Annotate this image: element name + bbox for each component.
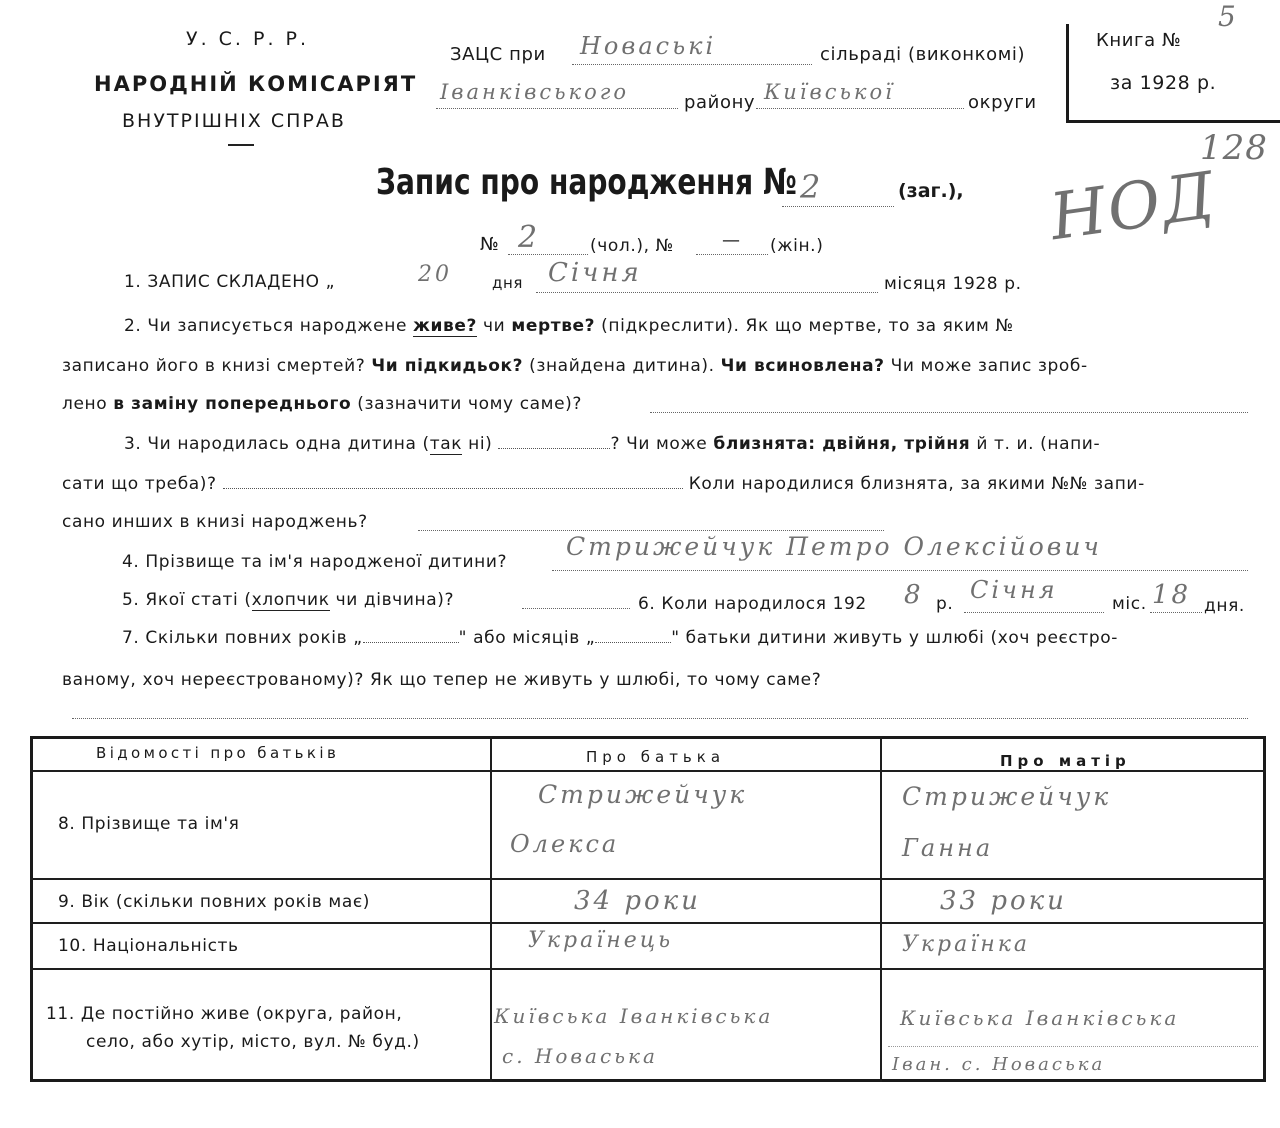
hw-region: Київської bbox=[764, 80, 895, 104]
hw-village: Новаські bbox=[580, 32, 717, 60]
table-header-mother: Про матір bbox=[1000, 752, 1131, 770]
q6-label: 6. Коли народилося 192 bbox=[638, 594, 867, 614]
hw-mother-age: 33 роки bbox=[940, 886, 1067, 916]
q2-line1: 2. Чи записується народжене живе? чи мертве? (підкреслити). Як що мертве, то за яким № bbox=[124, 316, 1014, 336]
q1-day-label: дня bbox=[492, 274, 524, 292]
table-row-label-residence-1: 11. Де постійно живе (округа, район, bbox=[46, 1004, 403, 1024]
book-year-label: за 1928 р. bbox=[1110, 72, 1217, 94]
hw-birth-day: 18 bbox=[1152, 580, 1192, 610]
internal-affairs-label: ВНУТРІШНІХ СПРАВ bbox=[122, 110, 346, 132]
q1-month-label: місяця 1928 р. bbox=[884, 274, 1022, 294]
hw-male-number: 2 bbox=[518, 220, 541, 255]
hw-month: Січня bbox=[548, 258, 642, 288]
hw-year-digit: 8 bbox=[904, 580, 924, 610]
male-label: (чол.), № bbox=[590, 236, 674, 256]
hw-district: Іванківського bbox=[440, 80, 629, 104]
q3-line1: 3. Чи народилась одна дитина (так ні) ? Чи може близнята: двійня, трійня й т. и. (напи- bbox=[124, 434, 1101, 454]
table-header-info: Відомості про батьків bbox=[96, 744, 340, 762]
table-row-label-name: 8. Прізвище та ім'я bbox=[58, 814, 240, 834]
q7-line2: ваному, хоч нереєстрованому)? Як що тепер не живуть у шлюбі, то чому саме? bbox=[62, 670, 822, 690]
ussr-label: У. С. Р. Р. bbox=[186, 28, 310, 50]
table-row-label-nationality: 10. Національність bbox=[58, 936, 239, 956]
zags-label: ЗАЦС при bbox=[450, 44, 546, 65]
district-label: району bbox=[684, 92, 756, 113]
table-header-father: Про батька bbox=[586, 748, 726, 766]
hw-father-residence-1: Київська Іванківська bbox=[494, 1004, 774, 1028]
table-row-label-age: 9. Вік (скільки повних років має) bbox=[58, 892, 371, 912]
q1-label: 1. ЗАПИС СКЛАДЕНО „ bbox=[124, 272, 336, 292]
female-label: (жін.) bbox=[770, 236, 824, 256]
hw-birth-month: Січня bbox=[970, 576, 1058, 604]
hw-record-number: 2 bbox=[800, 168, 824, 206]
hw-side-mark: 128 bbox=[1200, 128, 1268, 168]
hw-side-signature: НОД bbox=[1045, 158, 1221, 256]
hw-father-surname: Стрижейчук bbox=[538, 780, 748, 809]
commissariat-title: НАРОДНІЙ КОМІСАРІЯТ bbox=[94, 72, 418, 96]
q5-label: 5. Якої статі (хлопчик чи дівчина)? bbox=[122, 590, 455, 610]
q2-alive: живе? bbox=[413, 316, 478, 336]
q2-line3: лено в заміну попереднього (зазначити чому саме)? bbox=[62, 394, 582, 414]
hw-mother-nationality: Українка bbox=[902, 932, 1031, 957]
hw-father-residence-2: с. Новаська bbox=[502, 1044, 658, 1068]
q6-year-suffix: р. bbox=[936, 594, 954, 614]
no-label: № bbox=[480, 234, 500, 255]
hw-child-name: Стрижейчук Петро Олексійович bbox=[566, 532, 1102, 561]
q6-month-label: міс. bbox=[1112, 594, 1147, 614]
hw-mother-surname: Стрижейчук bbox=[902, 782, 1112, 811]
record-title: Запис про народження № bbox=[376, 162, 797, 203]
book-label: Книга № bbox=[1096, 30, 1182, 51]
q3-line3: сано инших в книзі народжень? bbox=[62, 512, 368, 532]
village-council-label: сільраді (виконкомі) bbox=[820, 44, 1026, 65]
q6-day-label: дня. bbox=[1204, 596, 1245, 616]
header-dash bbox=[228, 144, 254, 146]
hw-mother-residence-2: Іван. с. Новаська bbox=[892, 1054, 1106, 1075]
female-dash: — bbox=[722, 230, 741, 251]
q2-dead: мертве? bbox=[511, 316, 596, 336]
q3-line2: сати що треба)? Коли народилися близнята, за якими №№ запи- bbox=[62, 474, 1145, 494]
table-row-label-residence-2: село, або хутір, місто, вул. № буд.) bbox=[86, 1032, 420, 1052]
q4-label: 4. Прізвище та ім'я народженої дитини? bbox=[122, 552, 508, 572]
hw-father-nationality: Українець bbox=[528, 928, 674, 953]
hw-day: 20 bbox=[418, 262, 452, 287]
region-label: округи bbox=[968, 92, 1037, 113]
general-label: (заг.), bbox=[898, 180, 964, 202]
q7-line1: 7. Скільки повних років „ " або місяців „ " батьки дитини живуть у шлюбі (хоч реєстро- bbox=[122, 628, 1119, 648]
hw-father-name: Олекса bbox=[510, 830, 620, 858]
hw-corner-number: 5 bbox=[1218, 0, 1239, 33]
hw-mother-name: Ганна bbox=[902, 834, 994, 862]
q2-line2: записано його в книзі смертей? Чи підкидьок? (знайдена дитина). Чи всиновлена? Чи може запис зроб- bbox=[62, 356, 1088, 376]
hw-father-age: 34 роки bbox=[574, 886, 701, 916]
hw-mother-residence-1: Київська Іванківська bbox=[900, 1006, 1180, 1030]
